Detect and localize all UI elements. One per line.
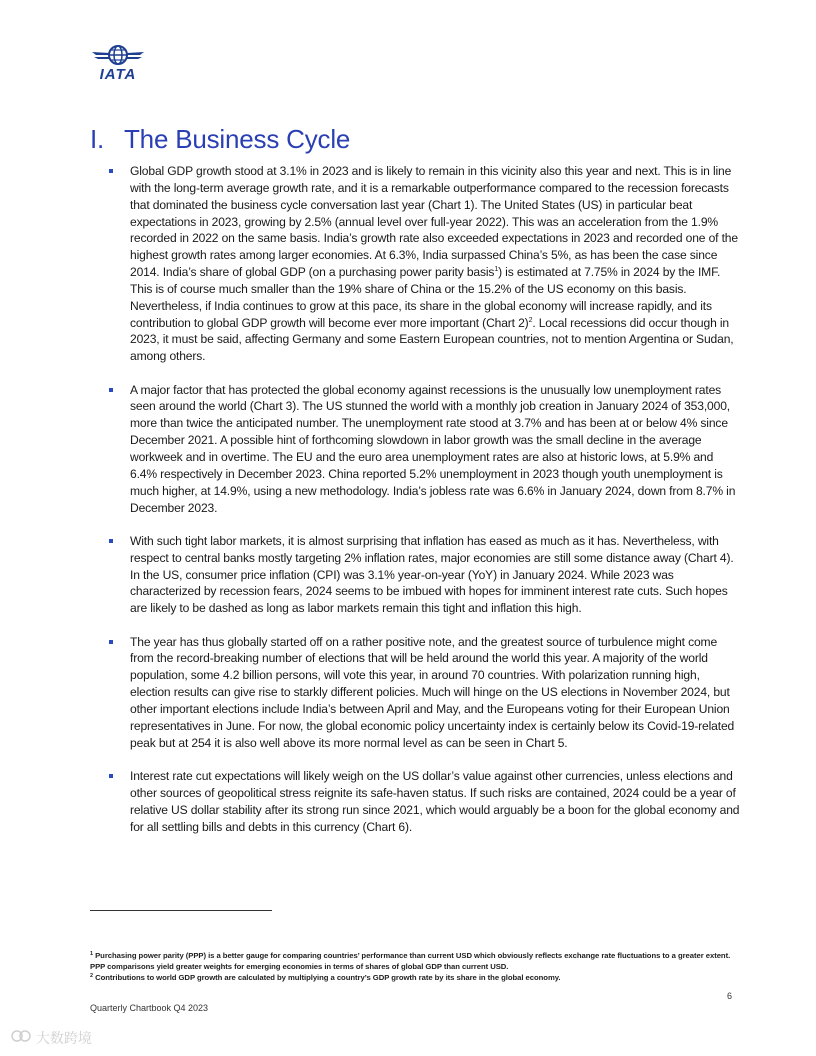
bullet-text: A major factor that has protected the global economy against recessions is the unusually low unemployment rates seen around the world (Chart 3). The US stunned the world with a monthly job creation in January 2024 of 353,000, more than twice the anticipated number. The unemployment rate stood at 3.7% and has been at or below 4% since December 2021. A possible hint of forthcoming slowdown in labor growth was the small decline in the average workweek and in overtime. The EU and the euro area unemployment rates are also at historic lows, at 5.9% and 6.4% respectively in December 2023. China reported 5.2% unemployment in 2023 though youth unemployment is much higher, at 14.9%, using a new methodology. India’s jobless rate was 6.6% in January 2024, down from 8.7% in December 2023. — [130, 382, 736, 515]
bullet-text: With such tight labor markets, it is almost surprising that inflation has eased as much as it has. Nevertheless, with respect to central banks mostly targeting 2% inflation rates, major economies are still some distance away (Chart 4). In the US, consumer price inflation (CPI) was 3.1% year-on-year (YoY) in January 2024. While 2023 was characterized by recession fears, 2024 seems to be imbued with hopes for imminent interest rate cuts. Such hopes are likely to be dashed as long as labor markets remain this tight and inflation this high. — [130, 533, 734, 616]
watermark-text: 大数跨境 — [35, 1030, 92, 1046]
bullet-text: Interest rate cut expectations will likely weigh on the US dollar’s value against other currencies, unless elections and other sources of geopolitical stress reignite its safe-haven status. If such risks are contained, 2024 could be a year of relative US dollar stability after its strong run since 2021, which would arguably be a boon for the global economy and for all settling bills and debts in this currency (Chart 6). — [130, 769, 740, 834]
footnote-divider — [90, 910, 272, 911]
footnote-text: Purchasing power parity (PPP) is a better gauge for comparing countries’ performance than current USD which obviously reflects exchange rate fluctuations to a greater extent. PPP comparisons yield greater weights for emerging economies in terms of shares of global GDP than current USD. — [90, 951, 731, 971]
footnote — [90, 950, 740, 972]
footnote-ref: 1 — [494, 266, 499, 274]
footnote-mark: 1 — [90, 951, 94, 957]
bullet-marker-icon — [109, 774, 113, 778]
bullet-item — [90, 533, 740, 617]
section-title-text: The Business Cycle — [124, 124, 351, 154]
publication-footer: Quarterly Chartbook Q4 2023 — [90, 1003, 209, 1013]
bullet-marker-icon — [109, 169, 113, 173]
section-title — [90, 124, 350, 155]
watermark-logo-icon — [10, 1029, 32, 1043]
logo-text: IATA — [99, 66, 137, 83]
bullet-item — [90, 768, 740, 835]
bullet-marker-icon — [109, 539, 113, 543]
bullet-text-part: ) is estimated at 7.75% in 2024 by the IMF. This is of course much smaller than the 19% share of China or the 15.2% of the US economy on this basis. Nevertheless, if India continues to grow at this pace, its share in the global economy will increase rapidly, and its contribution to global GDP growth will become ever more important (Chart 2) — [130, 265, 721, 330]
bullet-list — [90, 163, 740, 852]
bullet-marker-icon — [109, 640, 113, 644]
bullet-text-part: . Local recessions did occur though in 2023, it must be said, affecting Germany and some Eastern European countries, not to mention Argentina or Sudan, among others. — [130, 315, 734, 364]
bullet-text-part: Global GDP growth stood at 3.1% in 2023 and is likely to remain in this vicinity also this year and next. This is in line with the long-term average growth rate, and it is a remarkable outperformance compared to the recession forecasts that dominated the business cycle conversation last year (Chart 1). The United States (US) in particular beat expectations in 2023, growing by 2.5% (annual level over full-year 2022). This was an acceleration from the 1.9% recorded in 2022 on the same basis. India’s growth rate also exceeded expectations in 2023 and recorded one of the highest growth rates among larger economies. At 6.3%, India surpassed China’s 5%, as has been the case since 2014. India’s share of global GDP (on a purchasing power parity basis — [130, 164, 738, 280]
footnote-ref: 2 — [528, 316, 533, 324]
footnotes — [90, 950, 740, 983]
bullet-item — [90, 634, 740, 752]
footnote-mark: 2 — [90, 973, 94, 979]
section-number: I. — [90, 124, 105, 154]
bullet-text: The year has thus globally started off on a rather positive note, and the greatest source of turbulence might come from the record-breaking number of elections that will be held around the world this year. A majority of the world population, some 4.2 billion persons, will vote this year, in around 70 countries. With polarization running high, election results can give rise to starkly different policies. Much will hinge on the US elections in November 2024, but other important elections include India’s between April and May, and the Europeans voting for their European Union representatives in June. For now, the global economic policy uncertainty index is certainly below its Covid-19-related peak but at 254 it is also well above its more normal level as can be seen in Chart 5. — [130, 634, 735, 750]
footnote — [90, 972, 740, 983]
bullet-item — [90, 382, 740, 517]
bullet-text — [130, 164, 738, 363]
bullet-marker-icon — [109, 388, 113, 392]
watermark — [10, 1028, 92, 1048]
globe-wings-icon — [90, 44, 146, 68]
iata-logo — [90, 44, 146, 86]
page-number: 6 — [727, 991, 733, 1001]
footnote-text: Contributions to world GDP growth are calculated by multiplying a country’s GDP growth rate by its share in the global economy. — [95, 973, 561, 982]
bullet-item — [90, 163, 740, 365]
